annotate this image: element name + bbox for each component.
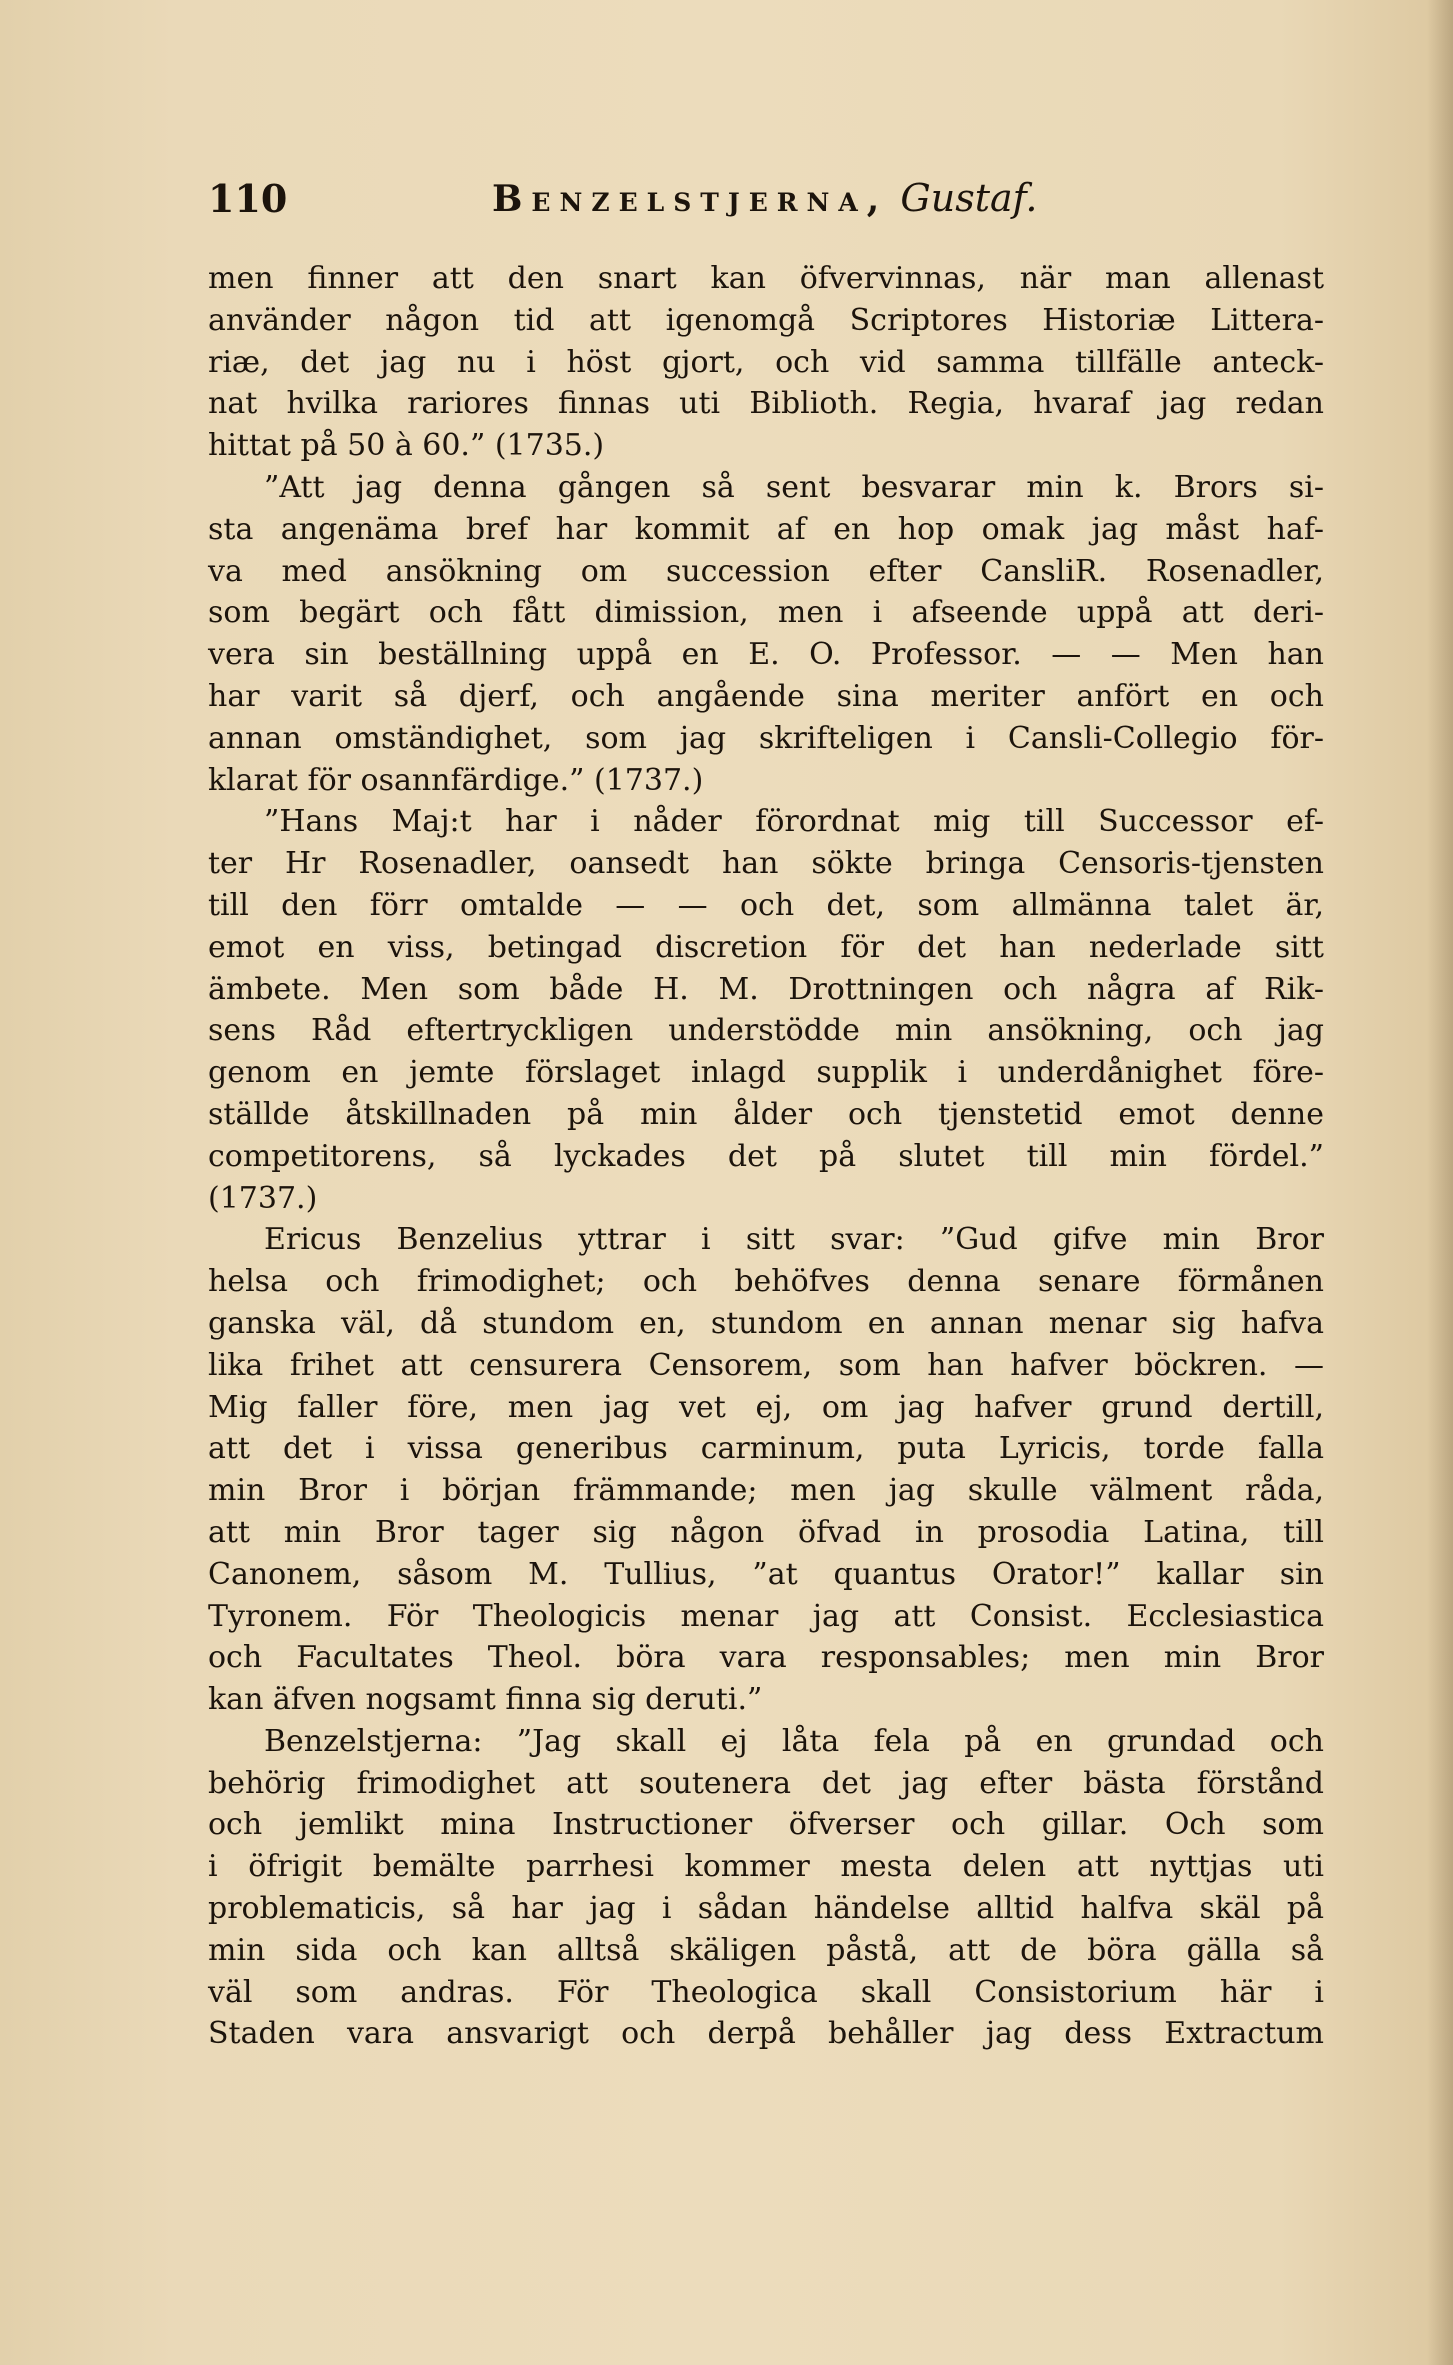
text-line: Staden vara ansvarigt och derpå behåller jag dess Extractum	[208, 2016, 1324, 2052]
text-line: lika frihet att censurera Censorem, som han hafver böckren. —	[208, 1347, 1324, 1383]
text-line: nat hvilka rariores finnas uti Biblioth. Regia, hvaraf jag redan	[208, 386, 1324, 422]
text-line: (1737.)	[208, 1180, 318, 1216]
text-line: min Bror i början främmande; men jag skulle välment råda,	[208, 1473, 1324, 1509]
text-line: helsa och frimodighet; och behöfves denna senare förmånen	[208, 1264, 1324, 1300]
text-line: ”Hans Maj:t har i nåder förordnat mig till Successor ef-	[264, 804, 1324, 840]
text-line: annan omständighet, som jag skrifteligen i Cansli-Collegio för-	[208, 720, 1324, 756]
text-line: behörig frimodighet att soutenera det jag efter bästa förstånd	[208, 1765, 1324, 1801]
text-line: kan äfven nogsamt finna sig deruti.”	[208, 1682, 763, 1718]
text-line: genom en jemte förslaget inlagd supplik i underdånighet före-	[208, 1055, 1324, 1091]
text-line: ganska väl, då stundom en, stundom en annan menar sig hafva	[208, 1305, 1324, 1341]
text-line: Benzelstjerna: ”Jag skall ej låta fela på en grundad och	[264, 1723, 1324, 1759]
running-head-name: Benzelstjerna,	[492, 178, 889, 220]
text-line: väl som andras. För Theologica skall Consistorium här i	[208, 1974, 1324, 2010]
text-line: ställde åtskillnaden på min ålder och tjenstetid emot denne	[208, 1096, 1324, 1132]
page-header	[208, 176, 1328, 224]
text-line: sta angenäma bref har kommit af en hop omak jag måst haf-	[208, 511, 1324, 547]
text-line: Tyronem. För Theologicis menar jag att Consist. Ecclesiastica	[208, 1598, 1324, 1634]
running-head-given-name: Gustaf.	[900, 176, 1038, 220]
text-line: och Facultates Theol. böra vara responsables; men min Bror	[208, 1640, 1324, 1676]
text-line: Ericus Benzelius yttrar i sitt svar: ”Gud gifve min Bror	[264, 1222, 1324, 1258]
text-line: och jemlikt mina Instructioner öfverser och gillar. Och som	[208, 1807, 1324, 1843]
text-line: riæ, det jag nu i höst gjort, och vid samma tillfälle anteck-	[208, 344, 1324, 380]
text-line: competitorens, så lyckades det på slutet till min fördel.”	[208, 1138, 1324, 1174]
text-line: Canonem, såsom M. Tullius, ”at quantus Orator!” kallar sin	[208, 1556, 1324, 1592]
body-text	[208, 258, 1324, 2055]
text-line: ämbete. Men som både H. M. Drottningen och några af Rik-	[208, 971, 1324, 1007]
text-line: har varit så djerf, och angående sina meriter anfört en och	[208, 678, 1324, 714]
text-line: att det i vissa generibus carminum, puta Lyricis, torde falla	[208, 1431, 1324, 1467]
text-line: klarat för osannfärdige.” (1737.)	[208, 762, 704, 798]
text-line: emot en viss, betingad discretion för det han nederlade sitt	[208, 929, 1324, 965]
text-line: i öfrigit bemälte parrhesi kommer mesta delen att nyttjas uti	[208, 1849, 1324, 1885]
text-line: använder någon tid att igenomgå Scriptores Historiæ Littera-	[208, 302, 1324, 338]
page-edge-shadow	[1427, 0, 1453, 2365]
running-head	[492, 176, 1037, 220]
text-line: sens Råd eftertryckligen understödde min ansökning, och jag	[208, 1013, 1324, 1049]
text-line: ter Hr Rosenadler, oansedt han sökte bringa Censoris-tjensten	[208, 846, 1324, 882]
text-line: till den förr omtalde — — och det, som allmänna talet är,	[208, 887, 1324, 923]
text-line: som begärt och fått dimission, men i afseende uppå att deri-	[208, 595, 1324, 631]
text-line: hittat på 50 à 60.” (1735.)	[208, 428, 605, 464]
page-number: 110	[208, 176, 288, 221]
text-line: problematicis, så har jag i sådan händelse alltid halfva skäl på	[208, 1891, 1324, 1927]
text-line: va med ansökning om succession efter CansliR. Rosenadler,	[208, 553, 1324, 589]
text-line: att min Bror tager sig någon öfvad in prosodia Latina, till	[208, 1514, 1324, 1550]
text-line: vera sin beställning uppå en E. O. Professor. — — Men han	[208, 637, 1324, 673]
text-line: men finner att den snart kan öfvervinnas, när man allenast	[208, 261, 1324, 296]
text-line: Mig faller före, men jag vet ej, om jag hafver grund dertill,	[208, 1389, 1324, 1425]
text-line: min sida och kan alltså skäligen påstå, att de böra gälla så	[208, 1932, 1324, 1968]
text-line: ”Att jag denna gången så sent besvarar min k. Brors si-	[264, 469, 1324, 505]
